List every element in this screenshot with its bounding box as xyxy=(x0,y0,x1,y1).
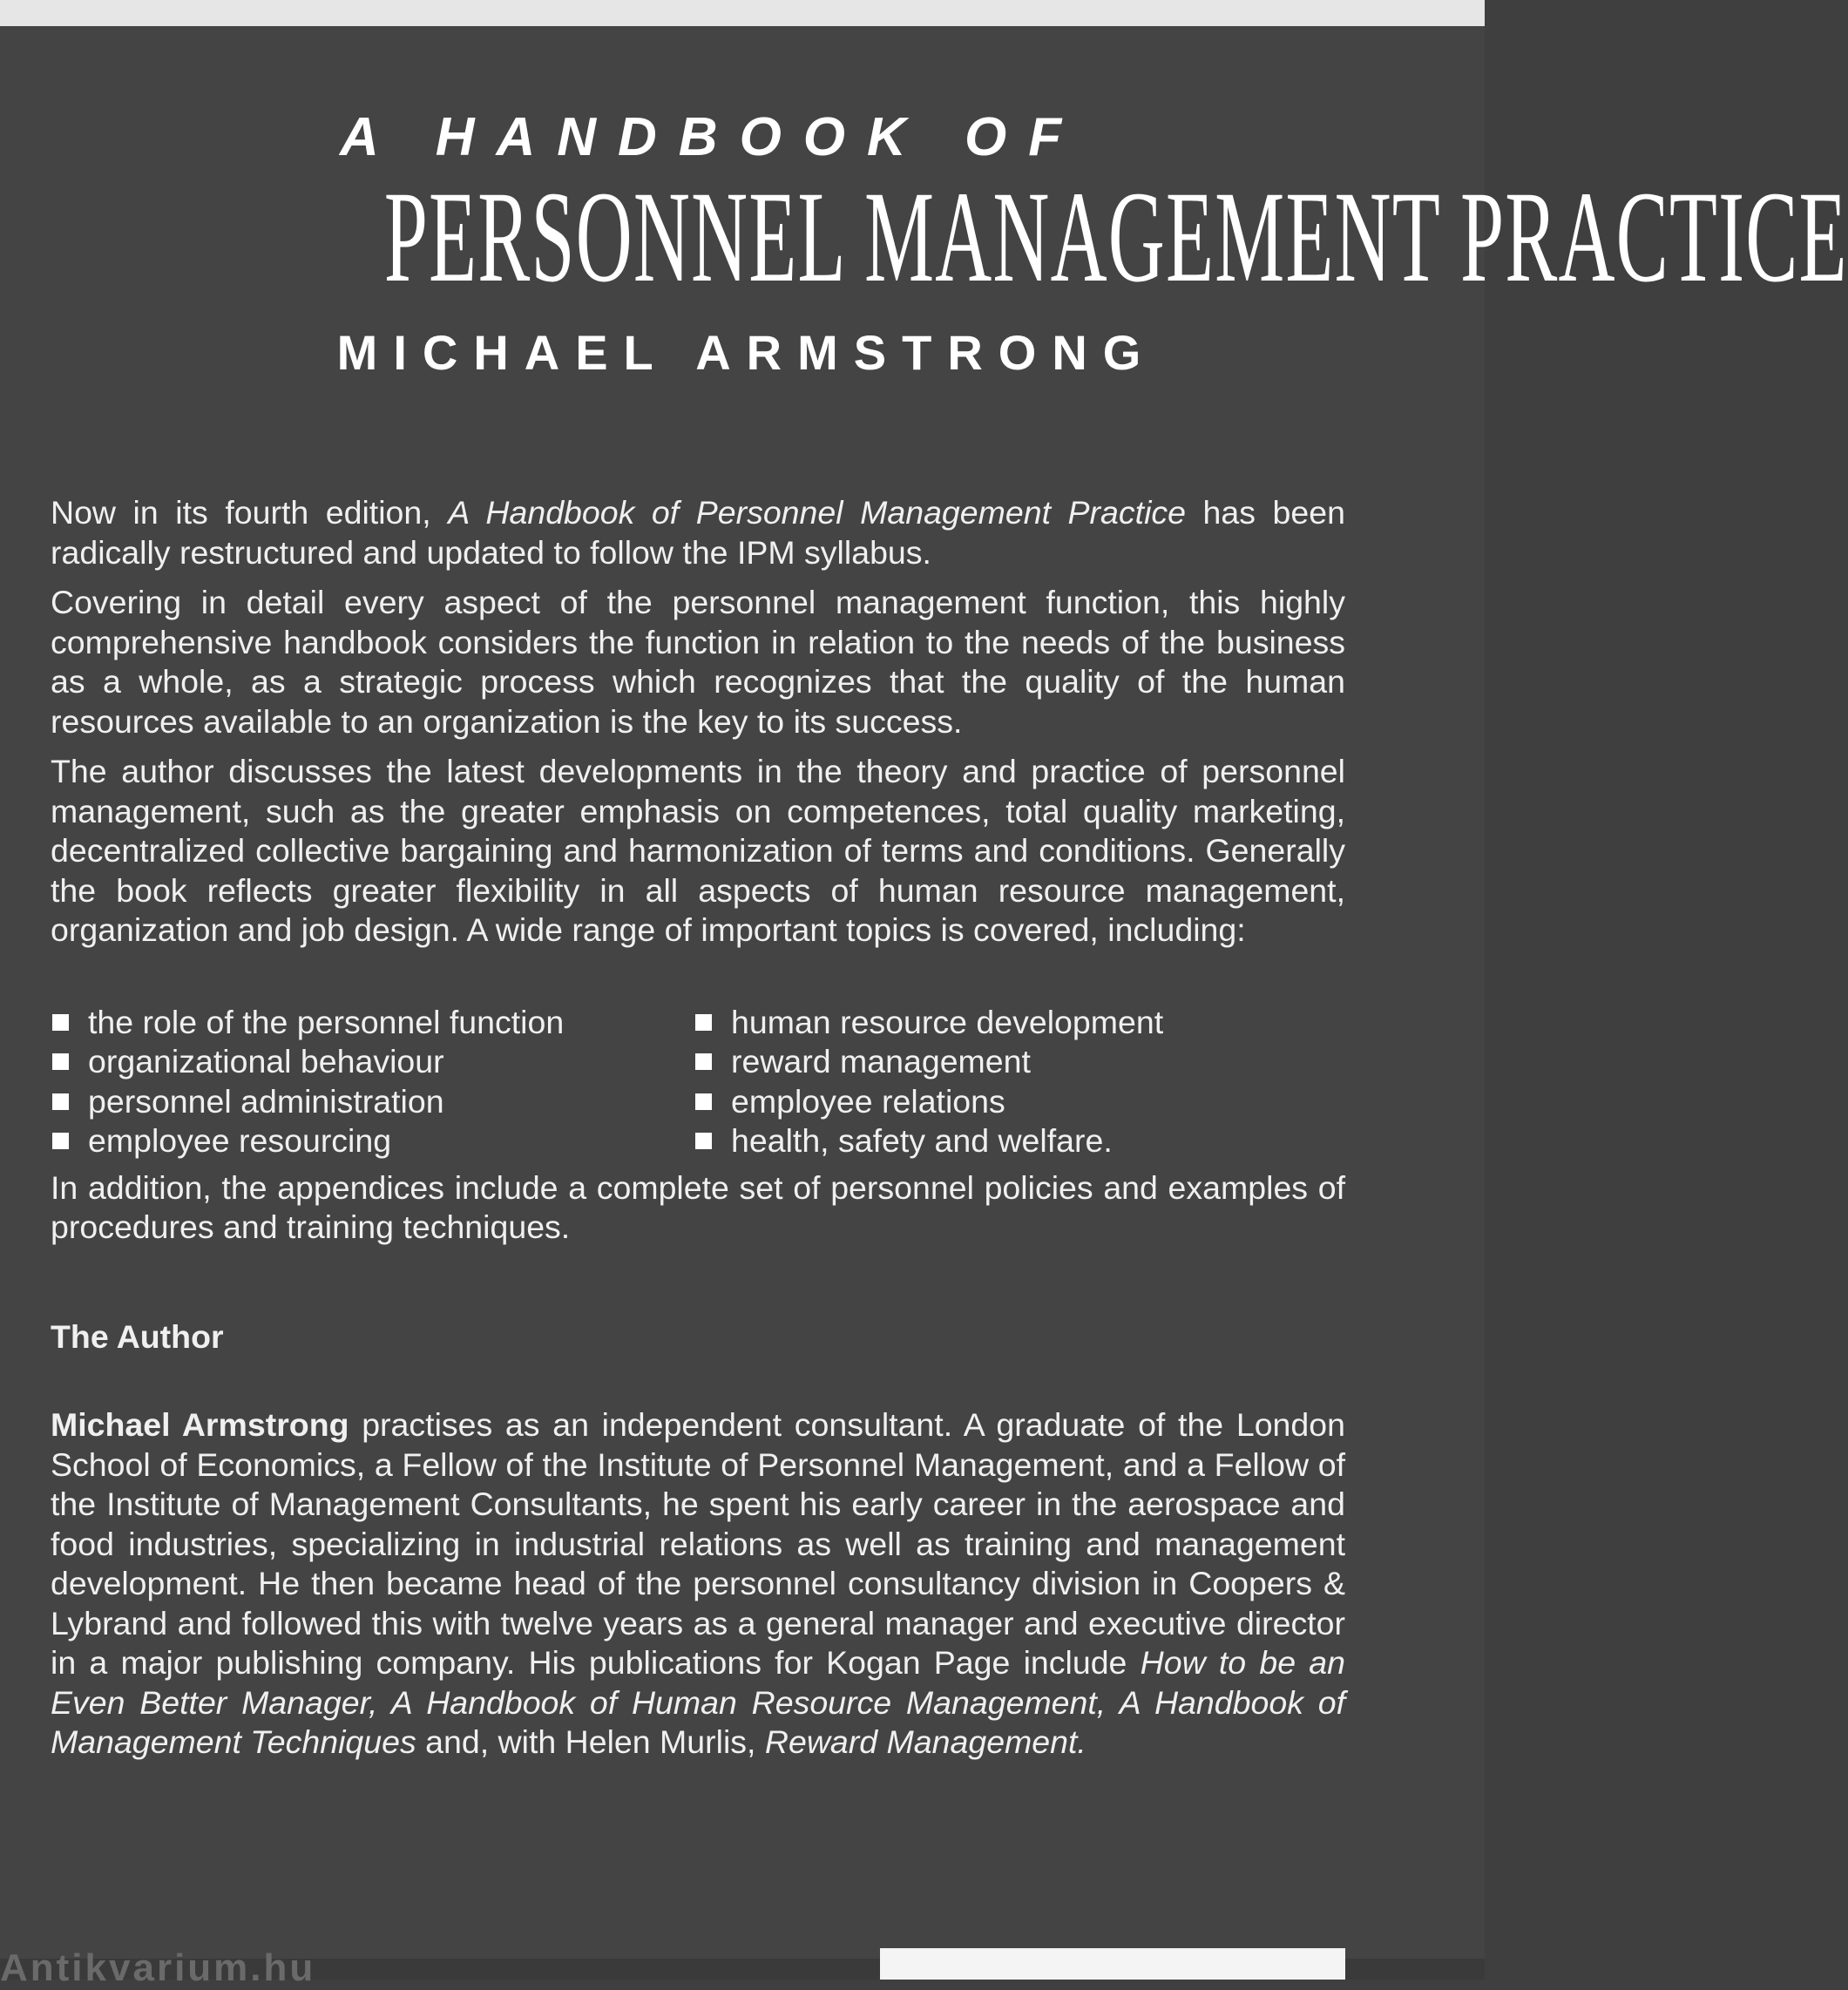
topic-label: personnel administration xyxy=(88,1082,444,1120)
author-bio-name: Michael Armstrong xyxy=(51,1406,349,1443)
square-bullet-icon xyxy=(695,1133,712,1149)
list-item xyxy=(51,1003,694,1043)
topic-label: the role of the personnel function xyxy=(88,1003,565,1040)
blurb-p1-rest: has been radically restructured and updated to follow the IPM syllabus. xyxy=(51,494,1345,571)
author-name: MICHAEL ARMSTRONG xyxy=(336,325,1157,380)
topic-label: human resource development xyxy=(731,1003,1164,1040)
paper-top-edge xyxy=(0,0,1485,26)
author-bio-text-2: and, with Helen Murlis, xyxy=(416,1723,765,1760)
list-item xyxy=(694,1121,1163,1161)
list-item xyxy=(51,1082,694,1122)
author-books-1: How to be an Even Better Manager, A Handbook of Human Resource Management, A Handbook of Management Techniques xyxy=(51,1644,1345,1760)
author-section-heading: The Author xyxy=(51,1317,224,1355)
author-bio-text-1: practises as an independent consultant. A graduate of the London School of Economics, a Fellow of the Institute of Personnel Management, and a Fellow of the Institute of Management Consultants, he spent his early career in the aerospace and food industries, specializing in industrial relations as well as training and management development. He then became head of the personnel consultancy division in Coopers & Lybrand and followed this with twelve years as a general manager and executive director in a major publishing company. His publications for Kogan Page include xyxy=(51,1406,1345,1681)
list-item xyxy=(51,1042,694,1082)
topic-label: employee relations xyxy=(731,1082,1005,1120)
list-item xyxy=(694,1082,1163,1122)
topic-label: health, safety and welfare. xyxy=(731,1122,1113,1159)
topic-label: organizational behaviour xyxy=(88,1043,444,1080)
blurb-paragraph-1 xyxy=(51,493,1345,572)
square-bullet-icon xyxy=(695,1093,712,1110)
topics-column-right xyxy=(694,1003,1163,1161)
appendix-note: In addition, the appendices include a complete set of personnel policies and examples of procedures and training techniques. xyxy=(51,1168,1345,1245)
blurb-p1-book-title: A Handbook of Personnel Management Practice xyxy=(448,494,1187,531)
list-item xyxy=(694,1003,1163,1043)
list-item xyxy=(694,1042,1163,1082)
author-books-2: Reward Management. xyxy=(764,1723,1086,1760)
list-item xyxy=(51,1121,694,1161)
square-bullet-icon xyxy=(52,1133,69,1149)
blurb-p1-intro: Now in its fourth edition, xyxy=(51,494,449,531)
blurb-paragraph-3: The author discusses the latest developments in the theory and practice of personnel management, such as the greater emphasis on competences, total quality marketing, decentralized collective bargaining and harmonization of terms and conditions. Generally the book reflects greater flexibility in all aspects of human resource management, organization and job design. A wide range of important topics is covered, including: xyxy=(51,753,1345,948)
topic-label: employee resourcing xyxy=(88,1122,392,1159)
watermark: Antikvarium.hu xyxy=(0,1946,316,1989)
square-bullet-icon xyxy=(52,1053,69,1070)
square-bullet-icon xyxy=(695,1053,712,1070)
topic-label: reward management xyxy=(731,1043,1031,1080)
topics-list xyxy=(51,1003,1345,1161)
blurb-paragraph-2: Covering in detail every aspect of the personnel management function, this highly comprehensive handbook considers the function in relation to the needs of the business as a whole, as a strategic process which recognizes that the quality of the human resources available to an organization is the key to its success. xyxy=(51,584,1345,740)
pre-title: A HANDBOOK OF xyxy=(340,107,1084,167)
cover-header xyxy=(52,103,1848,383)
author-bio xyxy=(51,1405,1345,1763)
book-title: PERSONNEL MANAGEMENT PRACTICE xyxy=(383,165,1848,309)
square-bullet-icon xyxy=(695,1014,712,1031)
square-bullet-icon xyxy=(52,1093,69,1110)
barcode-label-area xyxy=(880,1948,1345,1980)
topics-column-left xyxy=(51,1003,694,1161)
blurb-body xyxy=(51,493,1345,1780)
square-bullet-icon xyxy=(52,1014,69,1031)
